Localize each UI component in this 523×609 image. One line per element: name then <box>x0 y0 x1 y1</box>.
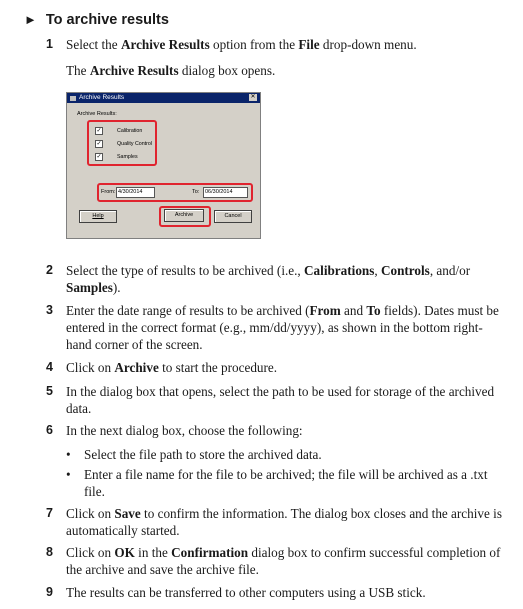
step-number: 6 <box>46 423 53 437</box>
step-text: Click on Archive to start the procedure. <box>66 360 278 375</box>
step-2 <box>46 262 506 296</box>
step-number: 2 <box>46 263 53 277</box>
step-8 <box>46 544 506 578</box>
window-icon <box>70 96 76 101</box>
check-icon: ✓ <box>96 141 102 147</box>
arrow-icon: ► <box>24 12 37 27</box>
cancel-button[interactable]: Cancel <box>214 210 252 223</box>
from-label: From: <box>101 189 116 195</box>
step-4 <box>46 359 506 376</box>
step-text: Click on OK in the Confirmation dialog box to confirm successful completion of the archive and save the archive file. <box>66 545 501 577</box>
calibration-checkbox[interactable]: ✓ Calibration <box>96 128 143 134</box>
step-1 <box>46 36 496 53</box>
check-icon: ✓ <box>96 154 102 160</box>
archive-results-label: Archive Results: <box>77 111 117 117</box>
from-date-input[interactable]: 4/30/2014 <box>116 187 155 198</box>
to-label: To: <box>192 189 200 195</box>
bullet-icon: • <box>66 467 71 482</box>
help-button[interactable]: Help <box>79 210 117 223</box>
bullet-item: • Enter a file name for the file to be archived; the file will be archived as a .txt file. <box>66 467 488 499</box>
step-text: Select the Archive Results option from the File drop-down menu. <box>66 37 417 52</box>
quality-control-checkbox[interactable]: ✓ Quality Control <box>96 141 153 147</box>
dialog-title: Archive Results <box>79 94 125 101</box>
step-text: The results can be transferred to other computers using a USB stick. <box>66 585 426 600</box>
bullet-icon: • <box>66 447 71 462</box>
dialog-title-bar <box>67 93 260 103</box>
step-text: In the next dialog box, choose the following: <box>66 423 303 438</box>
step-9 <box>46 584 506 601</box>
step-number: 7 <box>46 506 53 520</box>
samples-checkbox[interactable]: ✓ Samples <box>96 154 138 160</box>
step-number: 1 <box>46 37 53 51</box>
date-range-group <box>97 183 253 202</box>
heading-title: To archive results <box>45 12 169 28</box>
results-type-group <box>87 120 157 166</box>
to-date-input[interactable]: 06/30/2014 <box>203 187 248 198</box>
step-7 <box>46 505 506 539</box>
step-3 <box>46 302 506 353</box>
step-text: In the dialog box that opens, select the path to be used for storage of the archived data. <box>66 384 495 416</box>
step-1-note: The Archive Results dialog box opens. <box>66 63 276 78</box>
section-heading <box>24 12 169 28</box>
step-number: 3 <box>46 303 53 317</box>
step-number: 5 <box>46 384 53 398</box>
step-number: 4 <box>46 360 53 374</box>
step-5 <box>46 383 506 417</box>
step-6 <box>46 422 506 439</box>
step-text: Click on Save to confirm the information. The dialog box closes and the archive is automatically started. <box>66 506 502 538</box>
close-icon[interactable]: ✕ <box>250 94 256 100</box>
archive-button[interactable]: Archive <box>164 209 204 222</box>
bullet-item: • Select the file path to store the archived data. <box>66 447 322 462</box>
step-number: 8 <box>46 545 53 559</box>
archive-button-highlight <box>159 206 211 227</box>
check-icon: ✓ <box>96 128 102 134</box>
archive-results-dialog <box>66 92 261 239</box>
step-text: Enter the date range of results to be archived (From and To fields). Dates must be entered in the correct format (e.g., mm/dd/yyyy), as shown in the bottom right- hand corner of the screen. <box>66 303 499 352</box>
step-number: 9 <box>46 585 53 599</box>
step-text: Select the type of results to be archived (i.e., Calibrations, Controls, and/or Samples). <box>66 263 471 295</box>
